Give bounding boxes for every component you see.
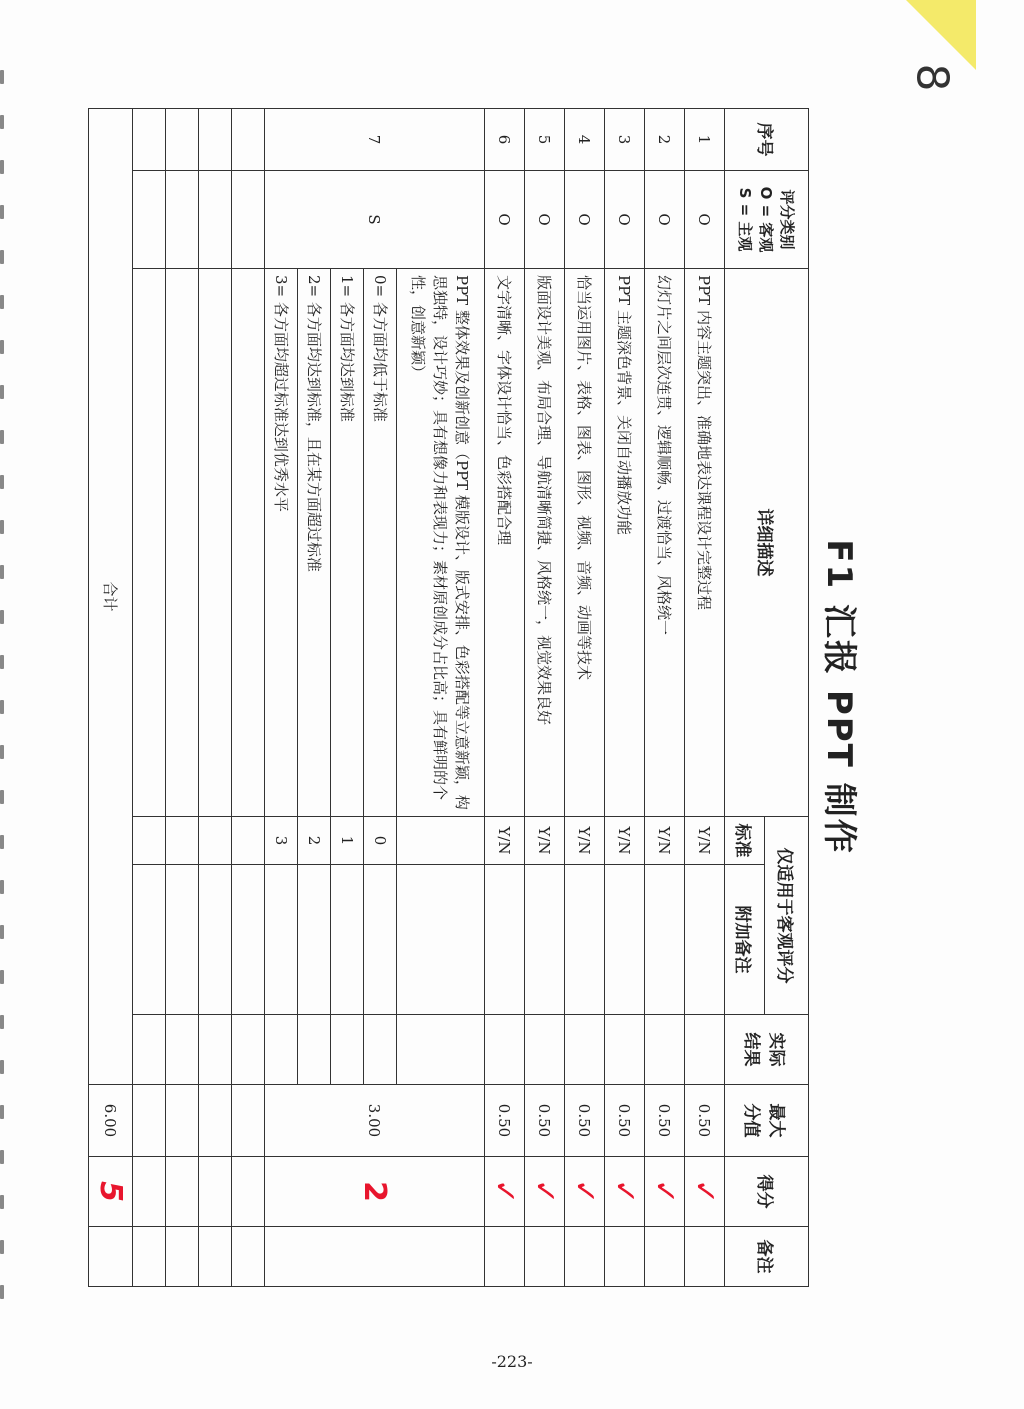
yellow-sticky-tab (906, 0, 976, 70)
col-standard: 标准 (725, 817, 765, 865)
score-sheet (93, 108, 867, 1286)
checkmark-icon: ✓ (645, 1157, 685, 1227)
binding-holes (0, 0, 8, 1409)
table-row: 1 O PPT 内容主题突出、准确地表达课程设计完整过程 Y/N 0.50 ✓ (685, 109, 725, 1287)
col-category: 评分类别 O = 客观 S = 主观 (725, 171, 809, 269)
page-title: F1 汇报 PPT 制作 (819, 539, 859, 855)
page-folio: -223- (491, 1352, 533, 1371)
total-row (89, 109, 133, 1287)
col-description: 详细描述 (725, 269, 809, 817)
handwritten-total: 5 (89, 1157, 133, 1227)
table-row: 4 O 恰当运用图片、表格、图表、图形、视频、音频、动画等技术 Y/N 0.50 ✓ (565, 109, 605, 1287)
header-row (765, 109, 809, 1287)
table-row-subjective: 7 S PPT 整体效果及创新创意（PPT 模版设计、版式安排、色彩搭配等立意新颖，构思独特，设计巧妙；具有想像力和表现力；素材原创成分占比高；具有鲜明的个性，创意新颖） 3.00 2 (397, 109, 485, 1287)
table-row: 2 O 幻灯片之间层次连贯、逻辑顺畅、过渡恰当、风格统一 Y/N 0.50 ✓ (645, 109, 685, 1287)
total-max: 6.00 (89, 1085, 133, 1157)
checkmark-icon: ✓ (565, 1157, 605, 1227)
col-actual: 实际 结果 (725, 1015, 809, 1085)
level-row: 0= 各方面均低于标准 0 (364, 109, 397, 1287)
scoring-table (88, 108, 809, 1287)
table-row: 6 O 文字清晰、字体设计恰当、色彩搭配合理 Y/N 0.50 ✓ (485, 109, 525, 1287)
empty-row (133, 109, 166, 1287)
checkmark-icon: ✓ (685, 1157, 725, 1227)
level-row: 2= 各方面均达到标准，且在某方面超过标准 2 (298, 109, 331, 1287)
page-number: 8 (906, 63, 958, 92)
col-objective-only: 仅适用于客观评分 (765, 817, 809, 1015)
table-row: 3 O PPT 主题深色背景、关闭自动播放功能 Y/N 0.50 ✓ (605, 109, 645, 1287)
level-row: 3= 各方面均超过标准达到优秀水平 3 (265, 109, 298, 1287)
col-score: 得分 (725, 1157, 809, 1227)
col-seq: 序号 (725, 109, 809, 171)
checkmark-icon: ✓ (605, 1157, 645, 1227)
empty-row (199, 109, 232, 1287)
checkmark-icon: ✓ (525, 1157, 565, 1227)
total-label: 合计 (89, 109, 133, 1085)
checkmark-icon: ✓ (485, 1157, 525, 1227)
col-remark: 备注 (725, 1227, 809, 1287)
empty-row (232, 109, 265, 1287)
col-max: 最大 分值 (725, 1085, 809, 1157)
empty-row (166, 109, 199, 1287)
table-row: 5 O 版面设计美观、布局合理、导航清晰简捷、风格统一，视觉效果良好 Y/N 0.50 ✓ (525, 109, 565, 1287)
col-note-extra: 附加备注 (725, 865, 765, 1015)
level-row: 1= 各方面均达到标准 1 (331, 109, 364, 1287)
handwritten-score: 2 (265, 1157, 485, 1227)
